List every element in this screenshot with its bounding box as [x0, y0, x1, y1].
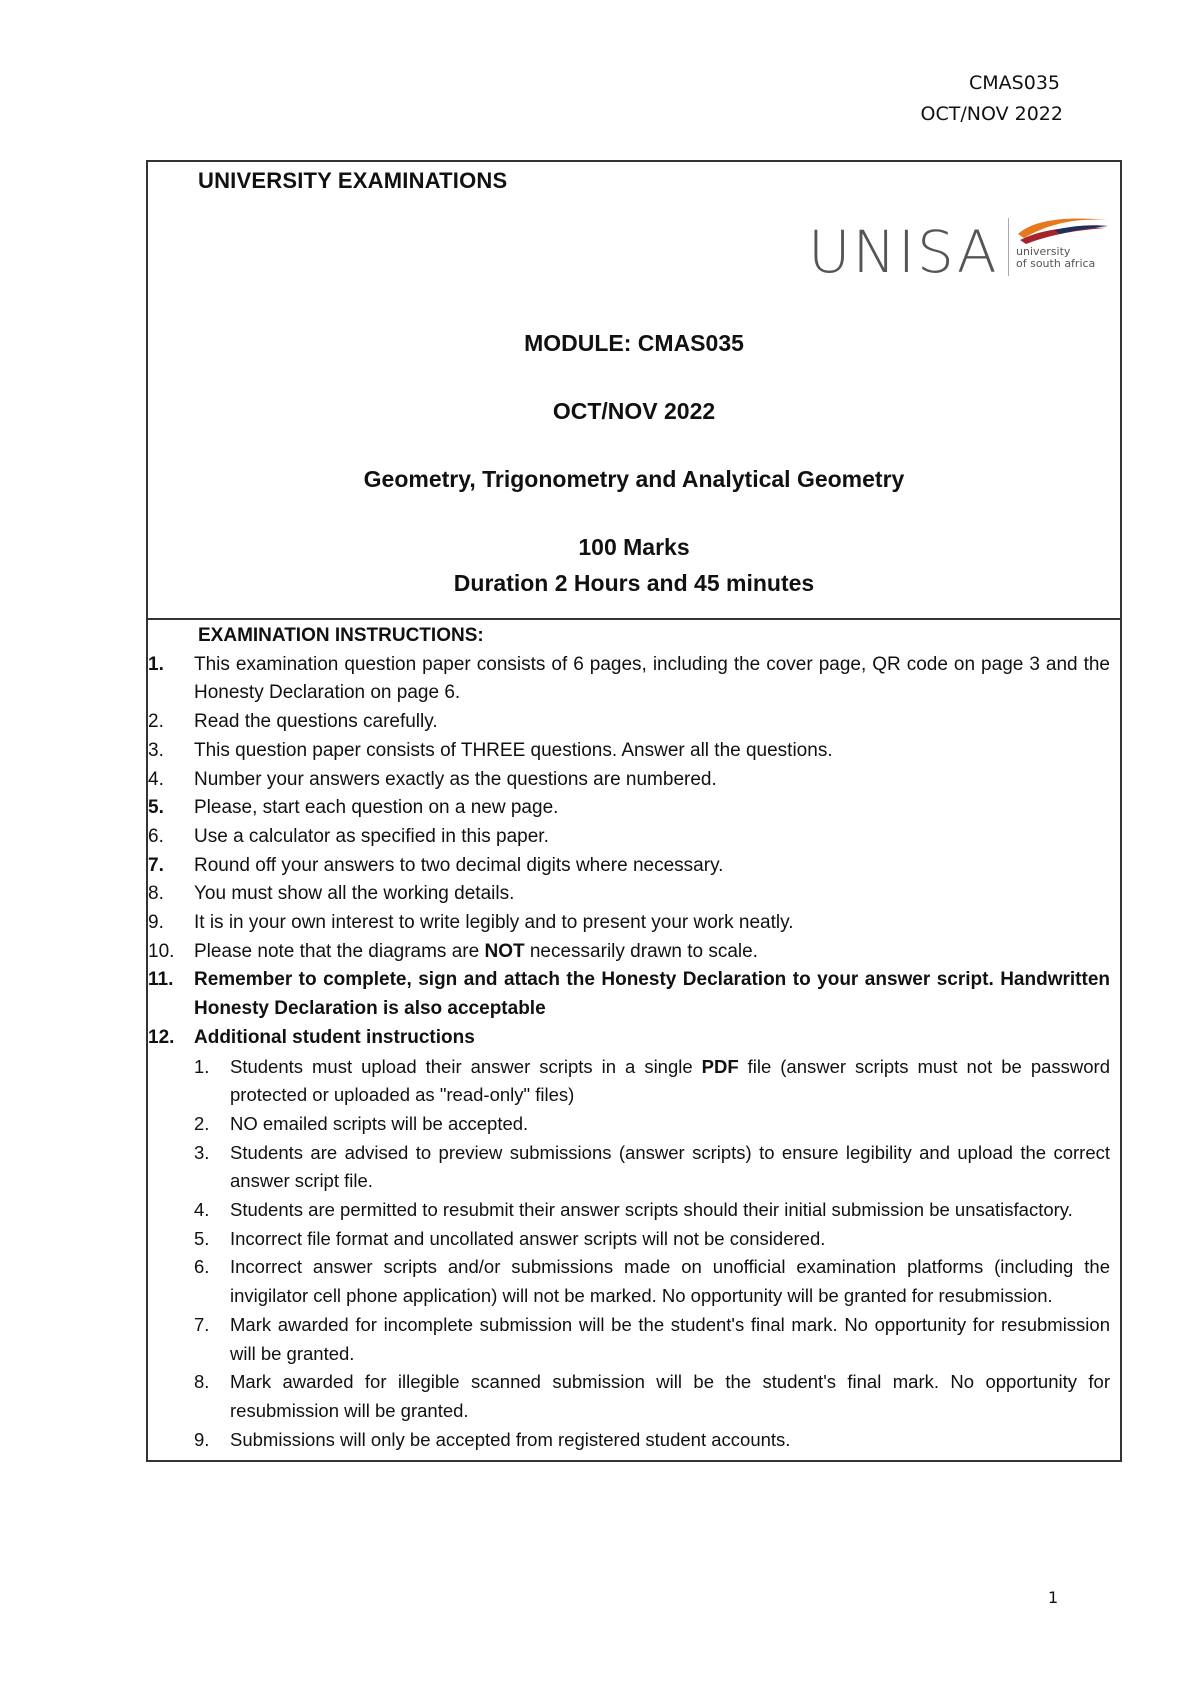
instruction-item [148, 823, 1110, 852]
sub-instruction-number: 5. [194, 1227, 210, 1249]
cover-section [148, 162, 1120, 620]
instruction-text: Please, start each question on a new page. [194, 797, 559, 819]
instruction-number: 3. [148, 739, 164, 761]
instruction-text: This question paper consists of THREE questions. Answer all the questions. [194, 739, 833, 761]
instruction-item-honesty [148, 966, 1110, 1023]
sub-instruction-text: Mark awarded for incomplete submission will be the student's final mark. No opportunity for resubmission will be granted. [230, 1313, 1110, 1364]
sub-instruction-number: 4. [194, 1199, 210, 1221]
sub-instruction-item [148, 1426, 1110, 1455]
instruction-item-additional [148, 1024, 1110, 1053]
instruction-number: 1. [148, 653, 164, 675]
sub-instruction-item [148, 1368, 1110, 1425]
instruction-text: Read the questions carefully. [194, 711, 438, 733]
header-session: OCT/NOV 2022 [920, 103, 1063, 125]
instruction-text: Round off your answers to two decimal digits where necessary. [194, 854, 724, 876]
instruction-item [148, 708, 1110, 737]
instruction-number: 10. [148, 940, 175, 962]
instruction-emphasis: NOT [484, 940, 525, 962]
sub-instruction-number: 8. [194, 1371, 210, 1393]
module-name-title: Geometry, Trigonometry and Analytical Geometry [363, 466, 905, 492]
instruction-number: 5. [148, 797, 164, 819]
instruction-text-part: necessarily drawn to scale. [524, 940, 758, 962]
instruction-number: 7. [148, 854, 164, 876]
logo-divider [1008, 218, 1009, 276]
sub-instruction-text: Incorrect file format and uncollated answer scripts will not be considered. [230, 1227, 826, 1249]
sub-instruction-number: 1. [194, 1055, 210, 1077]
sub-instruction-text: Mark awarded for illegible scanned submission will be the student's final mark. No opportunity for resubmission will be granted. [230, 1371, 1110, 1421]
instruction-item [148, 737, 1110, 766]
instruction-number: 12. [148, 1026, 175, 1048]
marks-title: 100 Marks [578, 534, 690, 560]
page-number: 1 [1048, 1588, 1059, 1607]
sub-instruction-number: 3. [194, 1141, 210, 1163]
sub-instruction-text: Students are permitted to resubmit their answer scripts should their initial submission be unsatisfactory. [230, 1199, 1073, 1221]
instruction-number: 6. [148, 825, 164, 847]
page-header [921, 68, 1063, 130]
instruction-item [148, 794, 1110, 823]
sub-instruction-emphasis: PDF [701, 1055, 739, 1077]
sub-instruction-text: NO emailed scripts will be accepted. [230, 1112, 529, 1134]
instruction-item [148, 651, 1110, 708]
logo-wordmark: UNISA [808, 218, 999, 286]
instruction-text: Remember to complete, sign and attach the Honesty Declaration to your answer script. Handwritten Honesty Declaration is also acceptable [194, 969, 1110, 1020]
logo-tagline-line1: university [1016, 245, 1071, 258]
sub-instruction-item [148, 1311, 1110, 1368]
instruction-number: 11. [148, 969, 174, 991]
sub-instruction-item [148, 1110, 1110, 1139]
instruction-text: It is in your own interest to write legibly and to present your work neatly. [194, 912, 794, 934]
instruction-item [148, 766, 1110, 795]
sub-instruction-text-part: Students must upload their answer scripts in a single [230, 1055, 702, 1077]
sub-instruction-text: Submissions will only be accepted from registered student accounts. [230, 1428, 791, 1450]
exam-cover-box [146, 160, 1122, 1462]
module-code-title: MODULE: CMAS035 [524, 330, 744, 356]
instruction-text: You must show all the working details. [194, 883, 515, 905]
university-examinations-heading: UNIVERSITY EXAMINATIONS [198, 168, 508, 193]
unisa-swoosh-icon [1014, 214, 1110, 248]
instruction-number: 4. [148, 768, 164, 790]
sub-instruction-number: 9. [194, 1428, 210, 1450]
instruction-item [148, 852, 1110, 881]
sub-instruction-text-part: file (answer scripts must not be password protected or uploaded as "read-only" files) [230, 1055, 1110, 1106]
instruction-number: 8. [148, 883, 164, 905]
unisa-logo [808, 212, 1108, 292]
instruction-text [194, 938, 1110, 967]
instruction-item [148, 880, 1110, 909]
instruction-text: Additional student instructions [194, 1026, 475, 1048]
instruction-item [148, 938, 1110, 967]
header-module-code: CMAS035 [969, 72, 1060, 94]
instruction-text: Use a calculator as specified in this paper. [194, 825, 549, 847]
instruction-text: Number your answers exactly as the questions are numbered. [194, 768, 717, 790]
sub-instruction-item [148, 1139, 1110, 1196]
logo-tagline-line2: of south africa [1016, 257, 1096, 270]
sub-instruction-text: Students are advised to preview submissions (answer scripts) to ensure legibility and upload the correct answer script file. [230, 1141, 1110, 1192]
sub-instruction-text [230, 1053, 1110, 1110]
instruction-number: 2. [148, 711, 164, 733]
instructions-heading: EXAMINATION INSTRUCTIONS: [198, 625, 484, 646]
instruction-text: This examination question paper consists of 6 pages, including the cover page, QR code on page 3 and the Honesty Declaration on page 6. [194, 653, 1110, 704]
sub-instruction-number: 2. [194, 1112, 210, 1134]
sub-instruction-item [148, 1053, 1110, 1110]
sub-instruction-item [148, 1225, 1110, 1254]
instruction-item [148, 909, 1110, 938]
session-title: OCT/NOV 2022 [552, 398, 716, 424]
instruction-text-part: Please note that the diagrams are [194, 940, 485, 962]
logo-tagline [1016, 246, 1095, 270]
examination-instructions [148, 620, 1120, 1460]
sub-instruction-item [148, 1196, 1110, 1225]
sub-instruction-number: 6. [194, 1256, 210, 1278]
sub-instruction-number: 7. [194, 1313, 210, 1335]
instruction-number: 9. [148, 912, 164, 934]
sub-instruction-item [148, 1253, 1110, 1310]
sub-instruction-text: Incorrect answer scripts and/or submissions made on unofficial examination platforms (including the invigilator cell phone application) will not be marked. No opportunity will be granted for resubmission. [230, 1256, 1110, 1307]
duration-title: Duration 2 Hours and 45 minutes [453, 570, 815, 596]
